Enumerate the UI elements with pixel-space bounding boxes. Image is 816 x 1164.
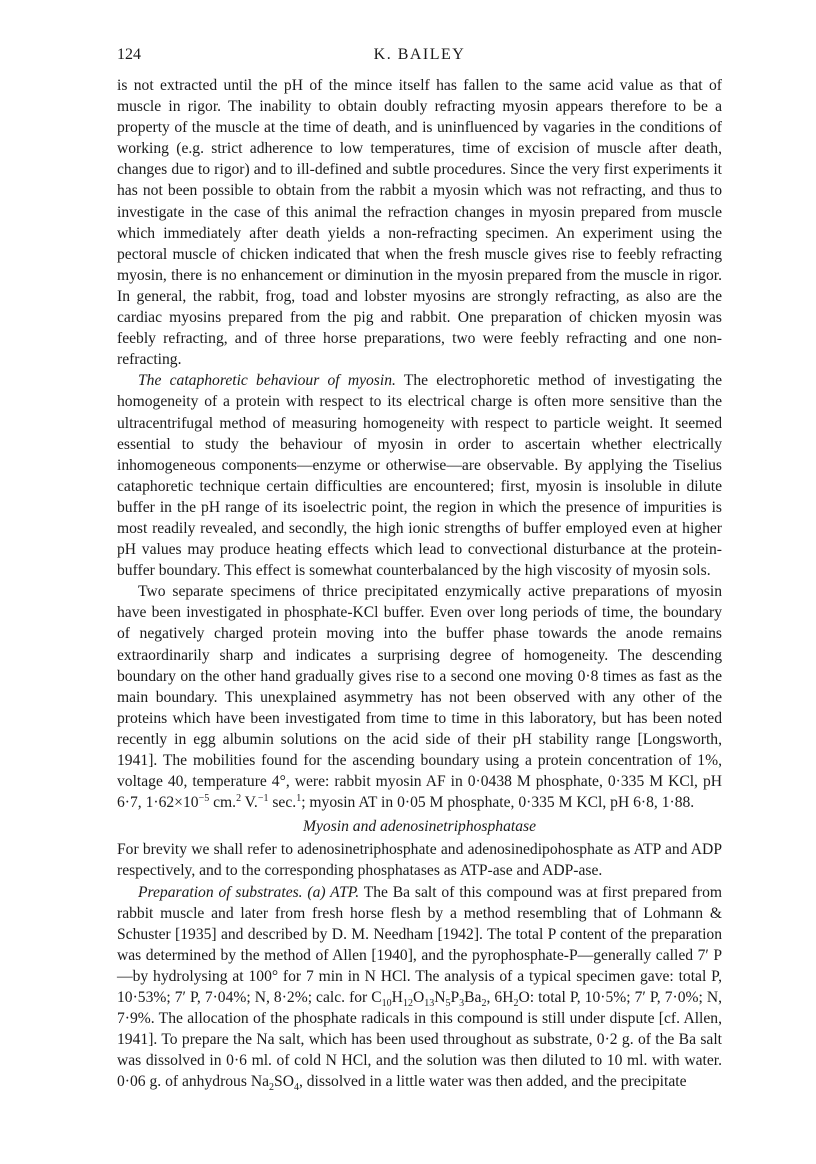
page-header <box>117 44 722 68</box>
subscript: 12 <box>402 998 413 1010</box>
paragraph-run-in-heading: Preparation of substrates. (a) ATP. <box>138 883 360 901</box>
paragraph-text: SO <box>274 1073 294 1091</box>
paragraph-text: ; myosin AT in 0·05 M phosphate, 0·335 M KCl, pH 6·8, 1·88. <box>301 794 695 812</box>
page-number: 124 <box>117 46 141 63</box>
subscript: 3 <box>459 998 465 1010</box>
paragraph-text: sec. <box>268 794 297 812</box>
subscript: 2 <box>481 998 487 1010</box>
paragraph-run-in-heading: The cataphoretic behaviour of myosin. <box>138 372 396 390</box>
paragraph-cataphoretic <box>117 370 722 581</box>
superscript: −1 <box>257 793 269 804</box>
paragraph-text: P <box>450 989 460 1007</box>
subscript: 5 <box>445 998 451 1010</box>
paragraph-text: N <box>434 989 446 1007</box>
subscript: 4 <box>293 1082 299 1094</box>
superscript: −5 <box>198 793 210 804</box>
paragraph-text: The Ba salt of this compound was at first prepared from rabbit muscle and later from fresh horse flesh by a method resembling that of Lohmann & Schuster [1935] and described by D. M. Needham [1942]. The total P content of the preparation was determined by the method of Allen [1940], and the pyrophosphate-P—generally called 7′ P—by hydrolysing at 100° for 7 min in N HCl. The analysis of a typical specimen gave: total P, 10·53%; 7′ P, 7·04%; N, 8·2%; calc. for C <box>117 883 722 1007</box>
paragraph-abbreviations: For brevity we shall refer to adenosinetriphosphate and adenosinedipohosphate as ATP and ADP respectively, and to the corresponding phosphatases as ATP-ase and ADP-ase. <box>117 841 722 880</box>
paragraph-text: O <box>412 989 425 1007</box>
subscript: 2 <box>269 1082 275 1094</box>
paragraph-text: V. <box>241 794 258 812</box>
paragraph-text: The electrophoretic method of investigating the homogeneity of a protein with respect to its electrical charge is often more sensitive than the ultracentrifugal method of measuring homogeneity with respect to particle weight. It seemed essential to study the behaviour of myosin in order to ascertain whether electrically inhomogeneous components—enzyme or otherwise—are observable. By applying the Tiselius cataphoretic technique certain difficulties are encountered; first, myosin is insoluble in dilute buffer in the pH range of its isoelectric point, the region in which the presence of impurities is most readily revealed, and secondly, the high ionic strengths of buffer employed even at higher pH values may produce heating effects which lead to convectional disturbance at the protein-buffer boundary. This effect is somewhat counterbalanced by the high viscosity of myosin sols. <box>117 372 723 580</box>
paragraph-text: cm. <box>209 794 237 812</box>
paragraph-refraction-continued: is not extracted until the pH of the mince itself has fallen to the same acid value as that of muscle in rigor. The inability to obtain doubly refracting myosin appears therefore to be a property of the muscle at the time of death, and is uninfluenced by vagaries in the conditions of working (e.g. strict adherence to low temperatures, time of excision of muscle after death, changes due to rigor) and to ill-defined and subtle procedures. Since the very first experiments it has not been possible to obtain from the rabbit a myosin which was not refracting, and thus to investigate in the case of this animal the refraction changes in myosin prepared from muscle which immediately after death yields a non-refracting specimen. An experiment using the pectoral muscle of chicken indicated that when the fresh muscle gives rise to feebly refracting myosin, there is no enhancement or diminution in the myosin prepared from the muscle in rigor. In general, the rabbit, frog, toad and lobster myosins are strongly refracting, as also are the cardiac myosins prepared from the pig and rabbit. One preparation of chicken myosin was feebly refracting, and of three horse preparations, two were feebly refracting and one non-refracting. <box>117 77 722 369</box>
paragraph-text: O: total P, 10·5%; 7′ P, 7·0%; N, 7·9%. The allocation of the phosphate radicals in this compound is still under dispute [cf. Allen, 1941]. To prepare the Na salt, which has been used throughout as substrate, 0·2 g. of the Ba salt was dissolved in 0·6 ml. of cold N HCl, and the solution was then diluted to 10 ml. with water. 0·06 g. of anhydrous Na <box>117 989 722 1091</box>
subscript: 10 <box>381 998 392 1010</box>
paragraph-text: H <box>391 989 403 1007</box>
paragraph-preparation-of-substrates <box>117 882 722 1093</box>
article-body <box>117 75 722 1093</box>
footnote-marker: 1 <box>296 793 302 804</box>
paragraph-text: Two separate specimens of thrice precipitated enzymically active preparations of myosin have been investigated in phosphate-KCl buffer. Even over long periods of time, the boundary of negatively charged protein moving into the buffer phase towards the anode remains extraordinarily sharp and indicates a surprising degree of homogeneity. The descending boundary on the other hand gradually gives rise to a second one moving 0·8 times as fast as the main boundary. This unexplained asymmetry has not been observed with any other of the proteins which have been investigated from time to time in this laboratory, but has been noted recently in egg albumin solutions on the acid side of their pH stability range [Longsworth, 1941]. The mobilities found for the ascending boundary using a protein concentration of 1%, voltage 40, temperature 4°, were: rabbit myosin AF in 0·0438 M phosphate, 0·335 M KCl, pH 6·7, 1·62×10 <box>117 583 722 812</box>
section-heading: Myosin and adenosinetriphosphatase <box>302 818 537 836</box>
subscript: 13 <box>424 998 435 1010</box>
running-head: K. BAILEY <box>373 46 466 63</box>
subscript: 2 <box>513 998 519 1010</box>
paragraph-text: , 6H <box>486 989 514 1007</box>
paragraph-text: Ba <box>464 989 482 1007</box>
superscript: 2 <box>236 793 242 804</box>
paragraph-text: , dissolved in a little water was then added, and the precipitate <box>298 1073 687 1091</box>
paragraph-mobilities <box>117 581 722 813</box>
